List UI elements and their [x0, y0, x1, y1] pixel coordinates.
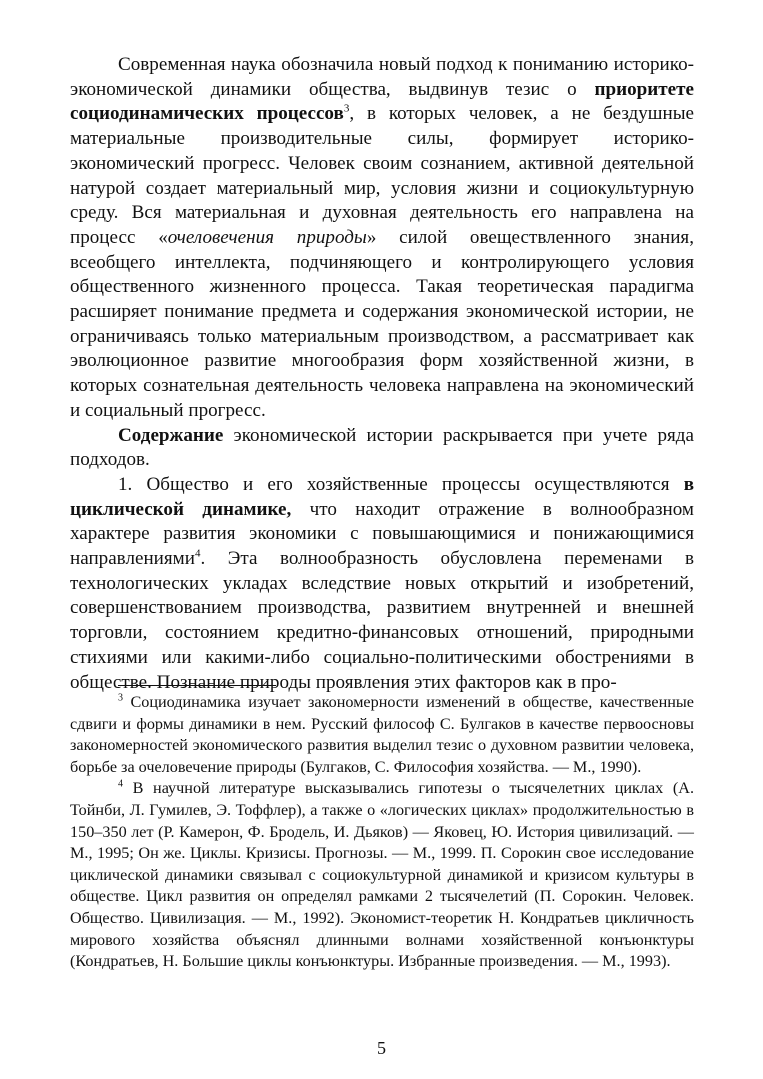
paragraph-3-text-3: . Эта волнообразность обусловлена переменами в технологических укладах вследствие новых открытий и изобретений, совершенствованием производства, развитием внутренней и внешней торговли, состоянием кредитно-финансовых отношений, природными стихиями или какими-либо социально-политическими обострениями в обществе. Познание природы проявления этих факторов как в про-: [70, 548, 694, 693]
paragraph-2-bold-term: Содержание: [118, 424, 224, 446]
paragraph-2-text: экономической истории раскрывается при учете ряда подходов.: [70, 424, 694, 471]
paragraph-1-italic-term: очеловечения природы: [167, 226, 367, 248]
footnote-ref-4[interactable]: 4: [194, 547, 201, 560]
main-text: [70, 53, 694, 695]
paragraph-3: [70, 473, 694, 695]
paragraph-1: [70, 53, 694, 424]
footnote-marker: 3: [118, 692, 123, 704]
paragraph-1-text-3: » силой овеществленного знания, всеобщего интеллекта, подчиняющего и контролирующего условия общественного жизненного процесса. Такая теоретическая парадигма расширяет понимание предмета и содержания экономической истории, не ограничиваясь только материальным производством, а рассматривает как эволюционное развитие многообразия форм хозяйственной жизни, в которых сознательная деятельность человека направлена на экономический и социальный прогресс.: [70, 226, 694, 421]
paragraph-2: [70, 424, 694, 473]
footnote-divider: [118, 685, 276, 686]
footnote-4: [70, 778, 694, 972]
paragraph-1-text: Современная наука обозначила новый подход к пониманию историко-экономической динамики общества, выдвинув тезис о: [70, 54, 694, 100]
paragraph-3-text-2: что находит отражение в волнообразном характере развития экономики с повышающимися и понижающимися направлениями: [70, 498, 694, 570]
paragraph-1-bold-term: приоритете социодинамических процессов: [70, 78, 694, 125]
footnote-marker: 4: [118, 778, 123, 790]
page-number: 5: [377, 1038, 386, 1058]
paragraph-3-bold-term: в циклической динамике,: [70, 473, 694, 520]
footnote-text: В научной литературе высказывались гипотезы о тысячелетних циклах (А. Тойнби, Л. Гумилев, Э. Тоффлер), а также о «логических циклах» продолжительностью в 150–350 лет (Р. Камерон, Ф. Бродель, И. Дьяков) — Яковец, Ю. История цивилизаций. — М., 1995; Он же. Циклы. Кризисы. Прогнозы. — М., 1999. П. Сорокин свое исследование циклической динамики связывал с социокультурной динамикой и кризисом культуры в обществе. Цикл развития он определял рамками 2 тысячелетий (П. Сорокин. Человек. Общество. Цивилизация. — М., 1992). Экономист-теоретик Н. Кондратьев цикличность мирового хозяйства объяснял длинными волнами хозяйственной конъюнктуры (Кондратьев, Н. Большие циклы конъюнктуры. Избранные произведения. — М., 1993).: [70, 779, 694, 971]
footnote-ref-3[interactable]: 3: [343, 103, 350, 116]
footnotes: [70, 692, 694, 973]
footnote-3: [70, 692, 694, 778]
list-number: 1.: [118, 473, 133, 495]
paragraph-1-text-2: , в которых человек, а не бездушные материальные производительные силы, формирует историко-экономический прогресс. Человек своим сознанием, активной деятельной натурой создает материальный мир, условия жизни и социокультурную среду. Вся материальная и духовная деятельность его направлена на процесс «: [70, 103, 695, 248]
paragraph-3-text: Общество и его хозяйственные процессы осуществляются: [132, 473, 684, 495]
footnote-text: Социодинамика изучает закономерности изменений в обществе, качественные сдвиги и формы динамики в нем. Русский философ С. Булгаков в качестве первоосновы закономерностей экономического развития выделил тезис о духовном развитии человека, борьбе за очеловечение природы (Булгаков, С. Философия хозяйства. — М., 1990).: [70, 693, 694, 776]
